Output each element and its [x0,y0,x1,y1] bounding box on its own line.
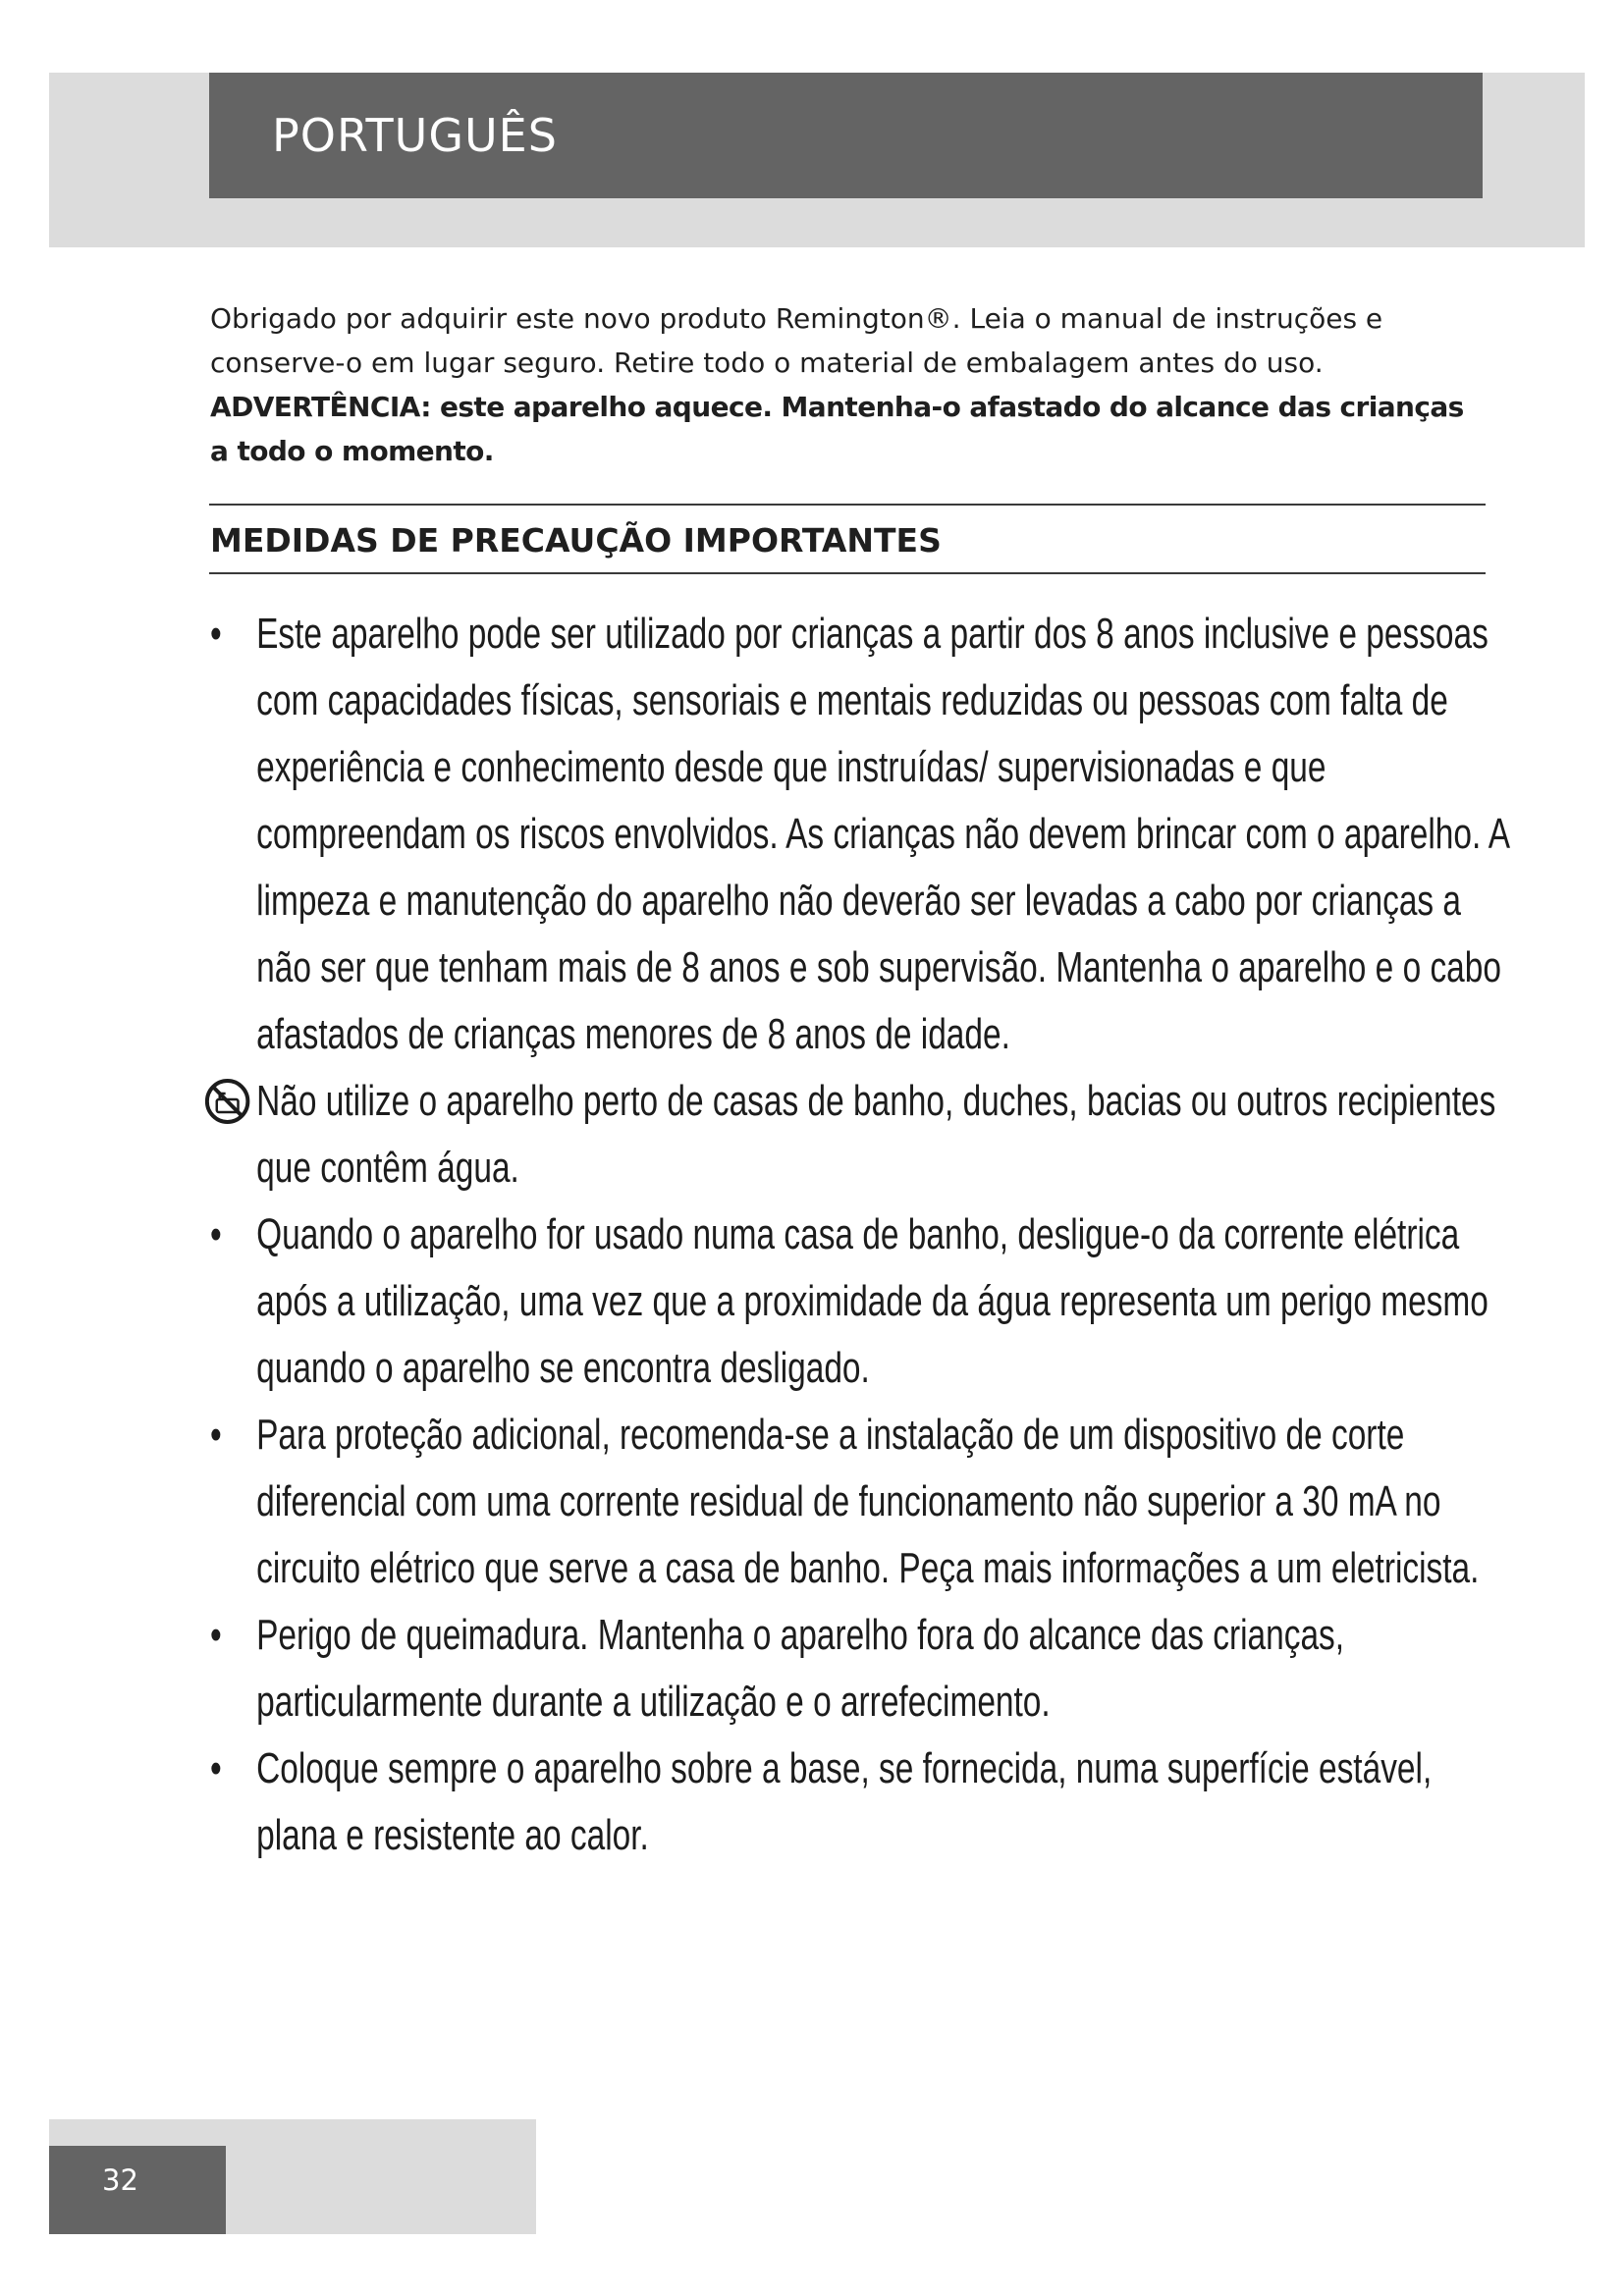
bullet-marker: • [210,1411,222,1459]
list-item [210,1068,1510,1201]
warning-text: ADVERTÊNCIA: este aparelho aquece. Mantenha-o afastado do alcance das crianças a todo o momento. [210,391,1464,467]
precautions-list [210,601,1509,1869]
section-rule-bottom [209,572,1486,574]
page-title: PORTUGUÊS [272,109,558,162]
list-item [210,1201,1510,1402]
list-item [210,601,1510,1068]
list-item-text: Para proteção adicional, recomenda-se a instalação de um dispositivo de corte diferencial com uma corrente residual de funcionamento não superior a 30 mA no circuito elétrico que serve a casa de banho. Peça mais informações a um eletricista. [256,1411,1480,1592]
page-number: 32 [102,2163,138,2197]
intro-text: Obrigado por adquirir este novo produto Remington®. Leia o manual de instruções e conserve-o em lugar seguro. Retire todo o material de embalagem antes do uso. [210,302,1383,379]
header-bar [209,73,1483,198]
section-heading: MEDIDAS DE PRECAUÇÃO IMPORTANTES [210,521,942,560]
list-item-text: Quando o aparelho for usado numa casa de banho, desligue-o da corrente elétrica após a utilização, uma vez que a proximidade da água representa um perigo mesmo quando o aparelho se encontra desligado. [256,1210,1489,1392]
bullet-marker: • [210,610,222,658]
bullet-marker: • [210,1210,222,1258]
bullet-marker: • [210,1744,222,1792]
bullet-marker: • [210,1611,222,1659]
intro-paragraph [210,296,1487,473]
list-item [210,1735,1510,1869]
footer-page-box [49,2146,226,2234]
list-item-text: Este aparelho pode ser utilizado por crianças a partir dos 8 anos inclusive e pessoas com capacidades físicas, sensoriais e mentais reduzidas ou pessoas com falta de experiência e conhecimento desde que instruídas/ supervisionadas e que compreendam os riscos envolvidos. As crianças não devem brincar com o aparelho. A limpeza e manutenção do aparelho não deverão ser levadas a cabo por crianças a não ser que tenham mais de 8 anos e sob supervisão. Mantenha o aparelho e o cabo afastados de crianças menores de 8 anos de idade. [256,610,1509,1058]
list-item-text: Coloque sempre o aparelho sobre a base, se fornecida, numa superfície estável, plana e resistente ao calor. [256,1744,1433,1859]
section-rule-top [209,504,1486,506]
list-item [210,1402,1510,1602]
list-item [210,1602,1510,1735]
list-item-text: Perigo de queimadura. Mantenha o aparelho fora do alcance das crianças, particularmente durante a utilização e o arrefecimento. [256,1611,1345,1726]
list-item-text: Não utilize o aparelho perto de casas de banho, duches, bacias ou outros recipientes que contêm água. [256,1077,1496,1192]
no-water-icon [204,1078,250,1125]
